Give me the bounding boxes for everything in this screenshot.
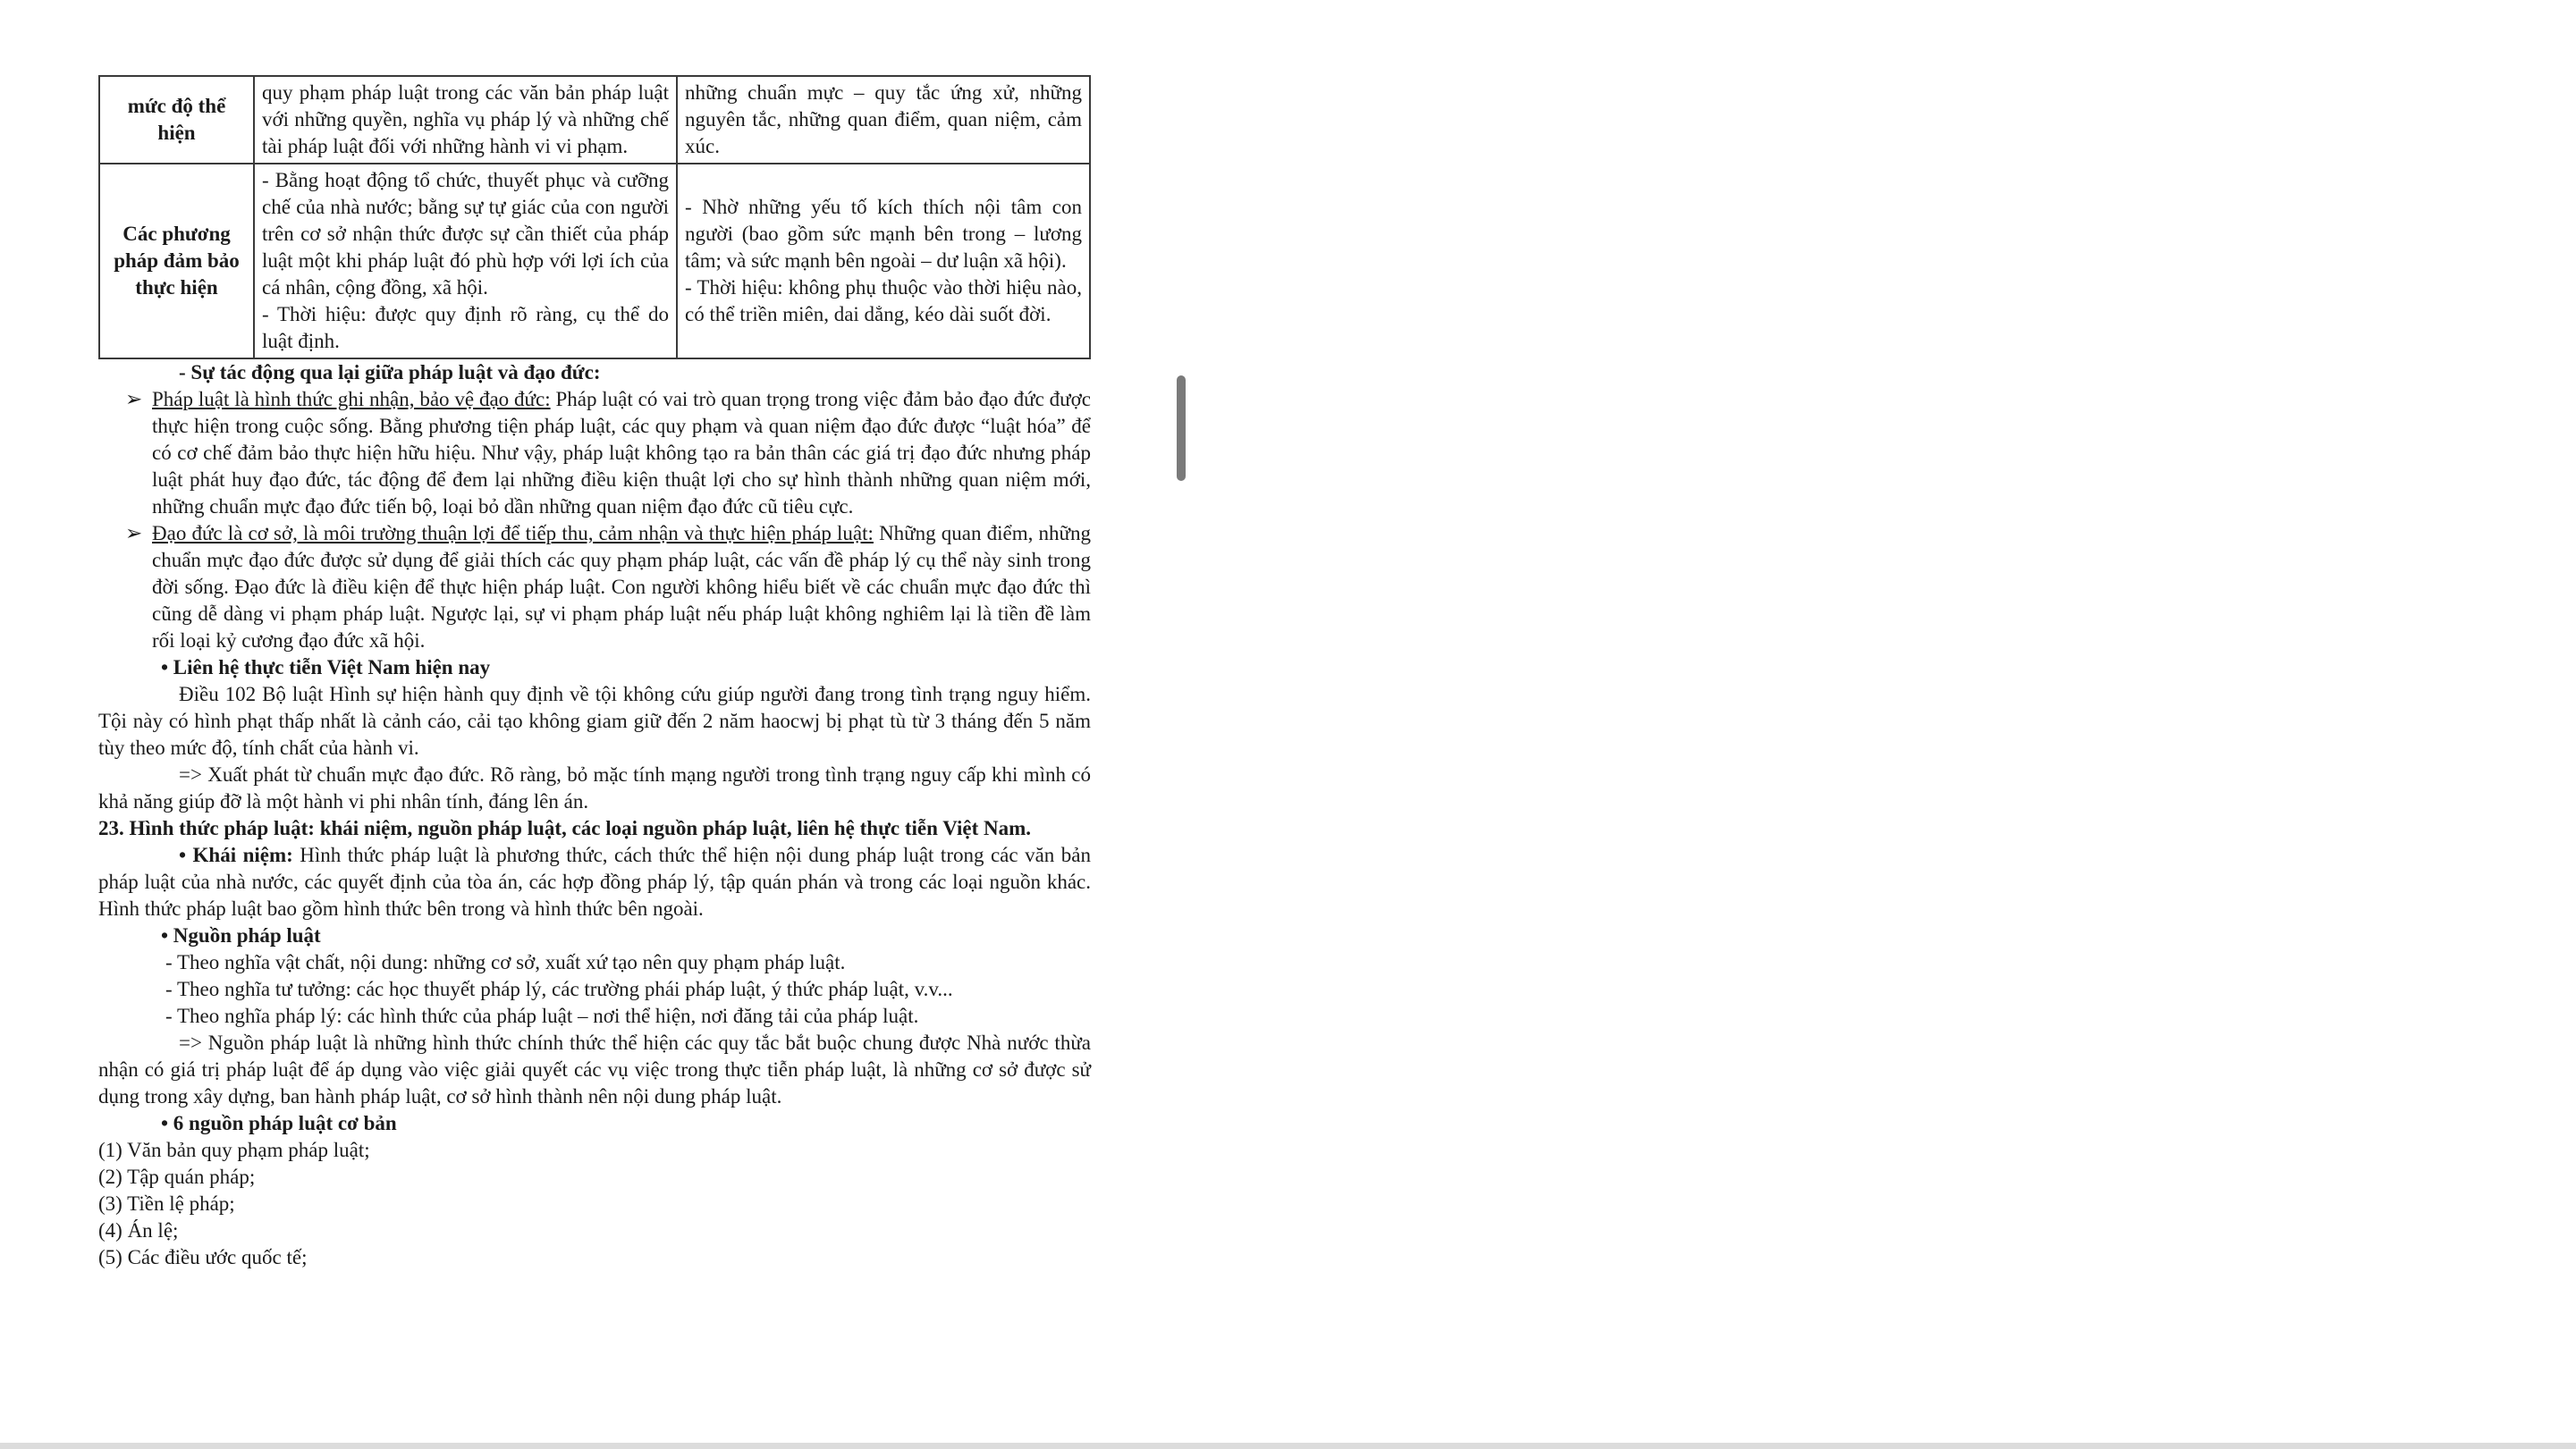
comparison-table <box>98 75 1091 359</box>
list-item: (1) Văn bản quy phạm pháp luật; <box>98 1139 370 1161</box>
list-item: (4) Án lệ; <box>98 1219 179 1242</box>
law-cell: quy phạm pháp luật trong các văn bản pháp luật với những quyền, nghĩa vụ pháp lý và những chế tài pháp luật đối với những hành vi vi phạm. <box>254 76 677 164</box>
six-sources-heading: • 6 nguồn pháp luật cơ bản <box>161 1112 397 1134</box>
list-item: (3) Tiền lệ pháp; <box>98 1192 235 1215</box>
item-text: Những quan điểm, những chuẩn mực đạo đức được sử dụng để giải thích các quy phạm pháp luật, các vấn đề pháp lý cụ thể này sinh trong đời sống. Đạo đức là điều kiện để thực hiện pháp luật. Con người không hiểu biết về các chuẩn mực đạo đức thì cũng dễ dàng vi phạm pháp luật. Ngược lại, sự vi phạm pháp luật nếu pháp luật không nghiêm lại là tiền đề làm rối loại kỷ cương đạo đức xã hội. <box>152 522 1091 652</box>
practice-heading: • Liên hệ thực tiễn Việt Nam hiện nay <box>161 656 491 678</box>
row-header: mức độ thể hiện <box>99 76 254 164</box>
item-title: Đạo đức là cơ sở, là môi trường thuận lợi để tiếp thu, cảm nhận và thực hiện pháp luật: <box>152 522 874 544</box>
source-line: - Theo nghĩa tư tưởng: các học thuyết pháp lý, các trường phái pháp luật, ý thức pháp luật, v.v... <box>165 978 953 1000</box>
law-method-text: - Bằng hoạt động tổ chức, thuyết phục và cưỡng chế của nhà nước; bằng sự tự giác của con người trên cơ sở nhận thức được sự cần thiết của pháp luật một khi pháp luật đó phù hợp với lợi ích của cá nhân, cộng đồng, xã hội. <box>262 169 669 299</box>
list-item <box>98 386 1091 520</box>
list-item <box>98 520 1091 654</box>
arrow-bullet-icon: ➢ <box>125 388 143 410</box>
law-cell <box>254 164 677 358</box>
table-row <box>99 164 1090 358</box>
source-heading: • Nguồn pháp luật <box>161 924 321 947</box>
arrow-bullet-icon: ➢ <box>125 522 143 544</box>
item-title: Pháp luật là hình thức ghi nhận, bảo vệ đạo đức: <box>152 388 551 410</box>
table-row <box>99 76 1090 164</box>
interaction-heading: - Sự tác động qua lại giữa pháp luật và đạo đức: <box>179 361 601 383</box>
concept-label: • Khái niệm: <box>179 844 293 866</box>
list-item: (2) Tập quán pháp; <box>98 1166 256 1188</box>
list-item: (5) Các điều ước quốc tế; <box>98 1246 308 1268</box>
practice-conclusion: => Xuất phát từ chuẩn mực đạo đức. Rõ ràng, bỏ mặc tính mạng người trong tình trạng nguy cấp khi mình có khả năng giúp đỡ là một hành vi phi nhân tính, đáng lên án. <box>98 763 1091 813</box>
item-text: Pháp luật có vai trò quan trọng trong việc đảm bảo đạo đức được thực hiện trong cuộc sống. Bằng phương tiện pháp luật, các quy phạm và quan niệm đạo đức được “luật hóa” để có cơ chế đảm bảo thực hiện hữu hiệu. Như vậy, pháp luật không tạo ra bản thân các giá trị đạo đức nhưng pháp luật phát huy đạo đức, tác động để đem lại những điều kiện thuật lợi cho sự hình thành những quan niệm mới, những chuẩn mực đạo đức tiến bộ, loại bỏ dần những quan niệm đạo đức cũ tiêu cực. <box>152 388 1091 518</box>
source-line: - Theo nghĩa vật chất, nội dung: những cơ sở, xuất xứ tạo nên quy phạm pháp luật. <box>165 951 846 973</box>
source-line: - Theo nghĩa pháp lý: các hình thức của pháp luật – nơi thể hiện, nơi đăng tải của pháp luật. <box>165 1005 919 1027</box>
scrollbar-thumb[interactable] <box>1177 375 1186 481</box>
moral-cell: những chuẩn mực – quy tắc ứng xử, những nguyên tắc, những quan điểm, quan niệm, cảm xúc. <box>677 76 1090 164</box>
document-page <box>98 75 1091 1416</box>
bottom-divider <box>0 1443 2576 1449</box>
row-header: Các phương pháp đảm bảo thực hiện <box>99 164 254 358</box>
source-conclusion: => Nguồn pháp luật là những hình thức chính thức thể hiện các quy tắc bắt buộc chung được Nhà nước thừa nhận có giá trị pháp luật để áp dụng vào việc giải quyết các vụ việc trong thực tiễn pháp luật, là những cơ sở được sử dụng trong xây dựng, ban hành pháp luật, cơ sở hình thành nên nội dung pháp luật. <box>98 1032 1091 1108</box>
concept-text: Hình thức pháp luật là phương thức, cách thức thể hiện nội dung pháp luật trong các văn bản pháp luật của nhà nước, các quyết định của tòa án, các hợp đồng pháp lý, tập quán phán và trong các loại nguồn khác. Hình thức pháp luật bao gồm hình thức bên trong và hình thức bên ngoài. <box>98 844 1091 920</box>
practice-paragraph: Điều 102 Bộ luật Hình sự hiện hành quy định về tội không cứu giúp người đang trong tình trạng nguy hiểm. Tội này có hình phạt thấp nhất là cảnh cáo, cải tạo không giam giữ đến 2 năm haocwj bị phạt tù từ 3 tháng đến 5 năm tùy theo mức độ, tính chất của hành vi. <box>98 683 1091 759</box>
concept-paragraph <box>98 842 1091 922</box>
law-statute-text: - Thời hiệu: được quy định rõ ràng, cụ thể do luật định. <box>262 303 669 352</box>
moral-method-text: - Nhờ những yếu tố kích thích nội tâm con người (bao gồm sức mạnh bên trong – lương tâm; và sức mạnh bên ngoài – dư luận xã hội). <box>685 196 1082 272</box>
section-heading: 23. Hình thức pháp luật: khái niệm, nguồn pháp luật, các loại nguồn pháp luật, liên hệ thực tiễn Việt Nam. <box>98 817 1032 839</box>
moral-statute-text: - Thời hiệu: không phụ thuộc vào thời hiệu nào, có thể triền miên, dai dẳng, kéo dài suốt đời. <box>685 276 1082 325</box>
moral-cell <box>677 164 1090 358</box>
